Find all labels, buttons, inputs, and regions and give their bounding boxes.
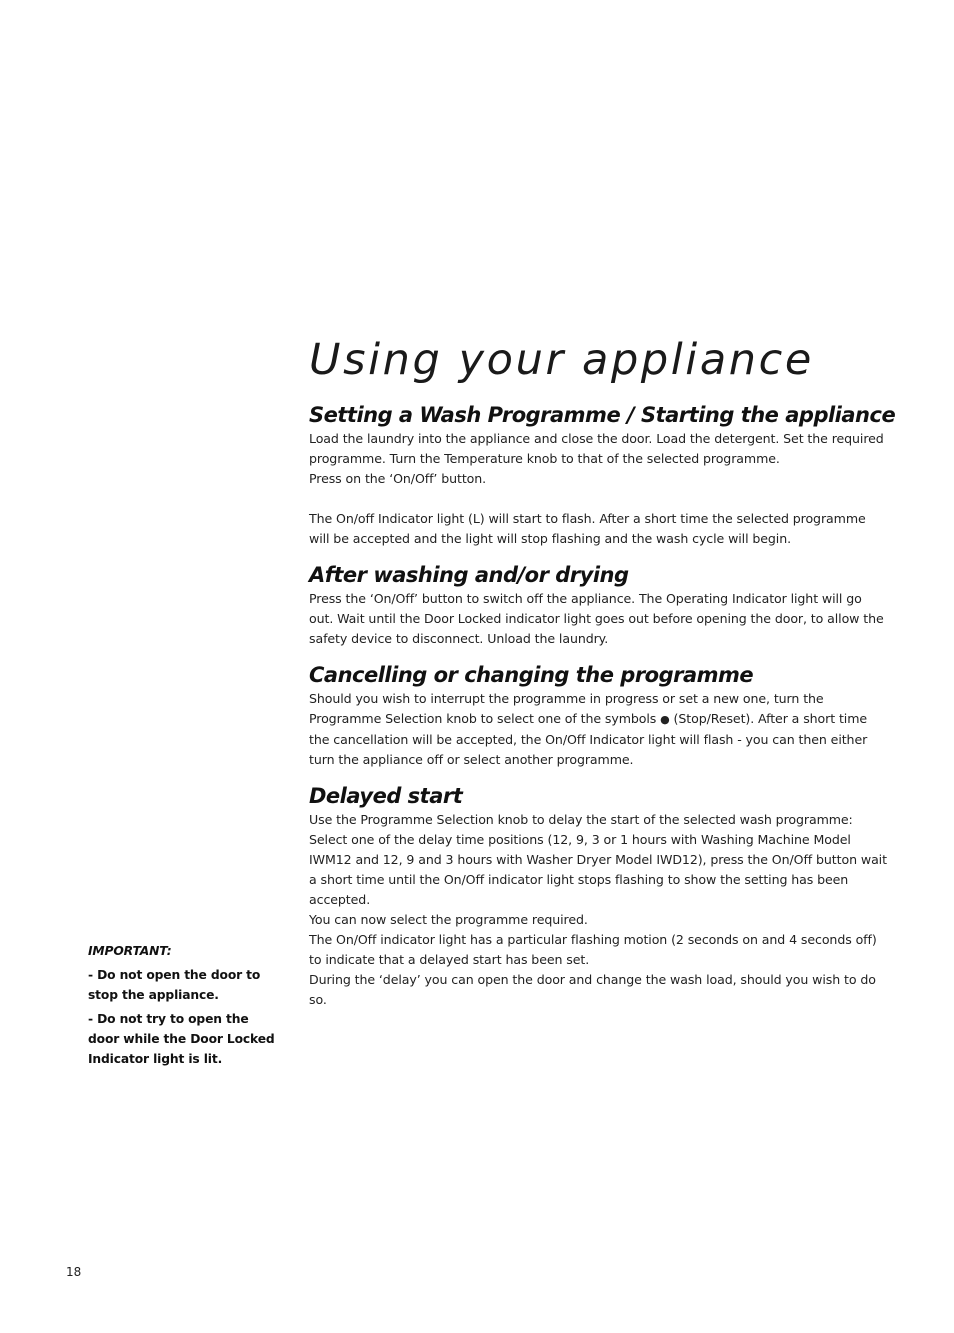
paragraph: Press on the ‘On/Off’ button. <box>309 471 487 486</box>
section-starting <box>309 402 896 549</box>
page-title: Using your appliance <box>309 335 814 385</box>
page-number: 18 <box>66 1265 82 1279</box>
section-delayed-start <box>309 783 889 1010</box>
section-heading: After washing and/or drying <box>309 563 629 587</box>
paragraph: You can now select the programme required. <box>309 912 588 927</box>
text-run: Should you wish to interrupt the programme in progress or set a new one, turn the Programme Selection knob to select one of the symbols <box>309 691 824 726</box>
stop-reset-symbol-icon: ● <box>660 713 670 726</box>
paragraph <box>309 689 889 770</box>
section-heading: Delayed start <box>309 784 463 808</box>
section-after-washing <box>309 562 889 649</box>
important-item: - Do not try to open the door while the Door Locked Indicator light is lit. <box>88 1012 275 1066</box>
section-heading: Setting a Wash Programme / Starting the appliance <box>309 403 896 427</box>
paragraph: The On/Off indicator light has a particular flashing motion (2 seconds on and 4 seconds off) to indicate that a delayed start has been set. <box>309 932 877 967</box>
important-label: IMPORTANT: <box>88 944 172 958</box>
main-content <box>309 402 896 1023</box>
paragraph: Press the ‘On/Off’ button to switch off the appliance. The Operating Indicator light will go out. Wait until the Door Locked indicator light goes out before opening the door, to allow the safety device to disconnect. Unload the laundry. <box>309 591 884 646</box>
important-item: - Do not open the door to stop the appliance. <box>88 968 261 1002</box>
important-note <box>88 941 278 1073</box>
paragraph: Use the Programme Selection knob to delay the start of the selected wash programme: <box>309 812 853 827</box>
paragraph: During the ‘delay’ you can open the door and change the wash load, should you wish to do so. <box>309 972 876 1007</box>
paragraph: Load the laundry into the appliance and close the door. Load the detergent. Set the required programme. Turn the Temperature knob to that of the selected programme. <box>309 431 884 466</box>
text-run: (Stop/Reset). After a short time the cancellation will be accepted, the On/Off Indicator light will flash - you can then either turn the appliance off or select another programme. <box>309 711 868 767</box>
section-heading: Cancelling or changing the programme <box>309 663 754 687</box>
paragraph: The On/off Indicator light (L) will start to flash. After a short time the selected programme will be accepted and the light will stop flashing and the wash cycle will begin. <box>309 511 866 546</box>
paragraph: Select one of the delay time positions (12, 9, 3 or 1 hours with Washing Machine Model IWM12 and 12, 9 and 3 hours with Washer Dryer Model IWD12), press the On/Off button wait a short time until the On/Off indicator light stops flashing to show the setting has been accepted. <box>309 832 887 907</box>
section-cancelling <box>309 662 889 770</box>
